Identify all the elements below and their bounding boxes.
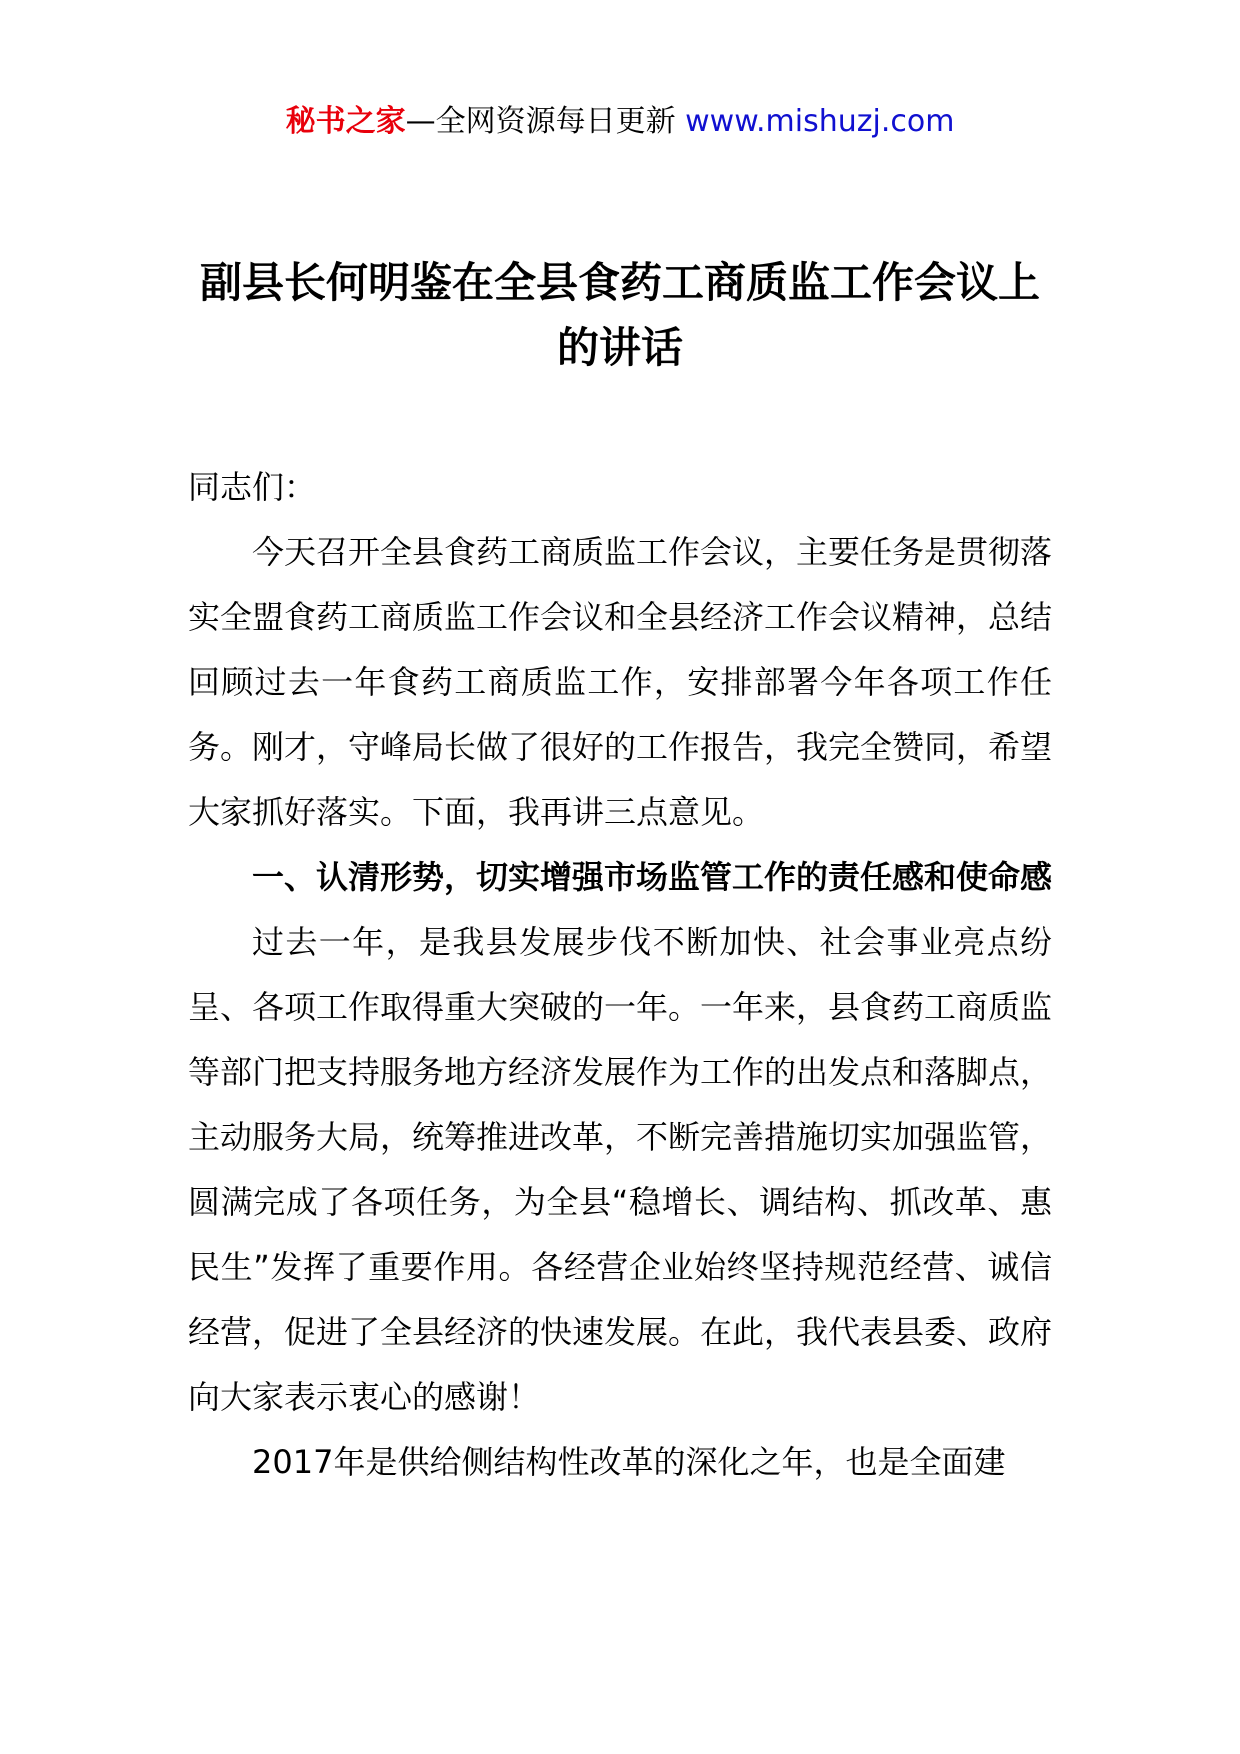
body-paragraph: 今天召开全县食药工商质监工作会议，主要任务是贯彻落实全盟食药工商质监工作会议和全县经济工作会议精神，总结回顾过去一年食药工商质监工作，安排部署今年各项工作任务。刚才，守峰局长做了很好的工作报告，我完全赞同，希望大家抓好落实。下面，我再讲三点意见。 (188, 533, 1053, 831)
section-heading: 一、认清形势，切实增强市场监管工作的责任感和使命感 (252, 858, 1053, 896)
document-body (188, 455, 1052, 1495)
site-url-link[interactable]: www.mishuzj.com (685, 104, 955, 139)
site-brand: 秘书之家 (285, 104, 406, 139)
salutation: 同志们： (188, 468, 317, 506)
site-header (0, 100, 1240, 144)
document-title: 副县长何明鉴在全县食药工商质监工作会议上的讲话 (199, 258, 1040, 372)
body-paragraph: 过去一年，是我县发展步伐不断加快、社会事业亮点纷呈、各项工作取得重大突破的一年。一年来，县食药工商质监等部门把支持服务地方经济发展作为工作的出发点和落脚点，主动服务大局，统筹推进改革，不断完善措施切实加强监管，圆满完成了各项任务，为全县“稳增长、调结构、抓改革、惠民生”发挥了重要作用。各经营企业始终坚持规范经营、诚信经营，促进了全县经济的快速发展。在此，我代表县委、政府向大家表示衷心的感谢！ (188, 923, 1053, 1416)
site-tagline: —全网资源每日更新 (405, 104, 686, 139)
body-paragraph: 2017年是供给侧结构性改革的深化之年，也是全面建 (252, 1443, 1006, 1481)
